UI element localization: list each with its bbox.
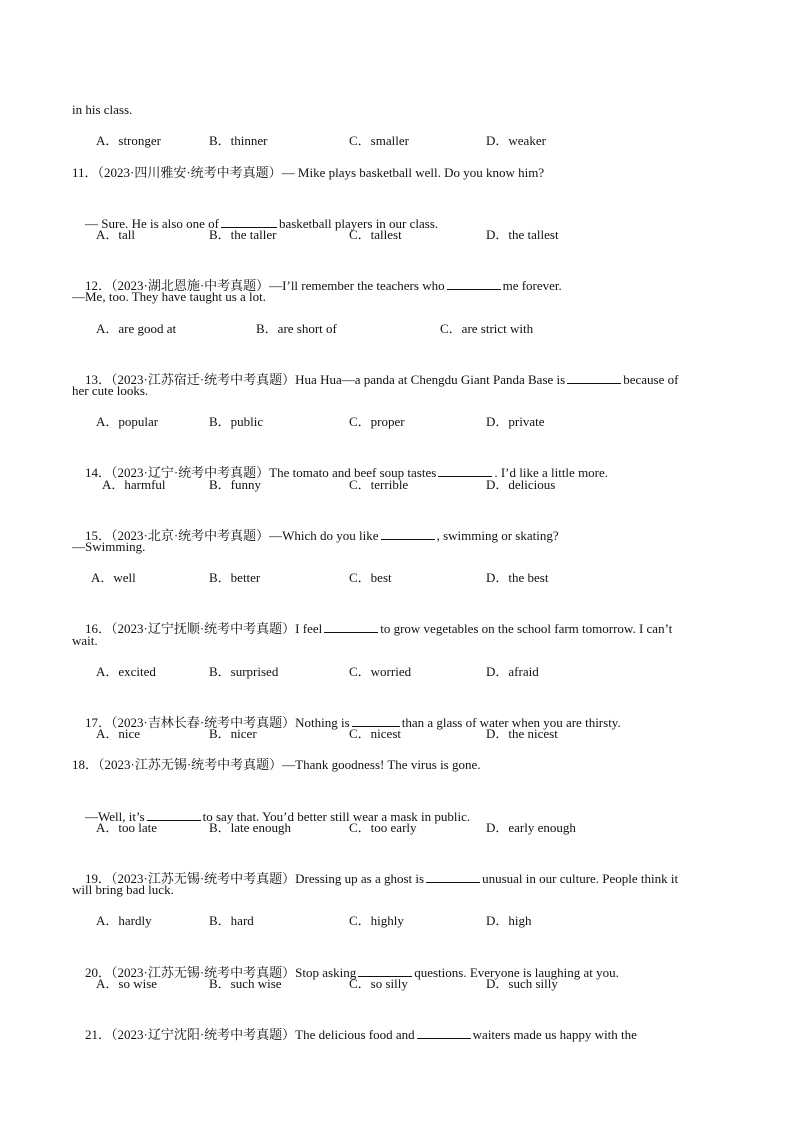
answer-blank[interactable] (324, 619, 378, 633)
options-row (0, 724, 794, 744)
option-d[interactable]: D．weaker (486, 133, 546, 148)
answer-blank[interactable] (426, 869, 480, 883)
text-after-blank: because of (623, 372, 679, 387)
options-row (0, 974, 794, 994)
option-d[interactable]: D．the tallest (486, 227, 559, 242)
text-line: in his class. (72, 102, 133, 117)
option-c[interactable]: C．terrible (349, 477, 409, 492)
option-b[interactable]: B．such wise (209, 976, 282, 991)
option-d[interactable]: D．afraid (486, 664, 539, 679)
option-c[interactable]: C．highly (349, 913, 404, 928)
option-b[interactable]: B．late enough (209, 820, 291, 835)
text-before-blank: 13．（2023·江苏宿迁·统考中考真题）Hua Hua—a panda at Chengdu Giant Panda Base is (85, 372, 566, 387)
text-after-blank: to grow vegetables on the school farm tomorrow. I can’t (380, 621, 673, 636)
options-row (0, 319, 794, 339)
option-b[interactable]: B．public (209, 414, 264, 429)
answer-blank[interactable] (381, 526, 435, 540)
text-after-blank: waiters made us happy with the (472, 1027, 637, 1042)
question-12 (72, 256, 562, 293)
option-c[interactable]: C．smaller (349, 133, 409, 148)
option-a[interactable]: A．harmful (102, 477, 166, 492)
option-d[interactable]: D．private (486, 414, 545, 429)
option-c[interactable]: C．are strict with (440, 321, 534, 336)
text-before-blank: 14．（2023·辽宁·统考中考真题）The tomato and beef soup tastes (85, 465, 437, 480)
option-c[interactable]: C．best (349, 570, 392, 585)
option-c[interactable]: C．too early (349, 820, 417, 835)
options-row (0, 911, 794, 931)
option-d[interactable]: D．delicious (486, 477, 556, 492)
option-b[interactable]: B．hard (209, 913, 254, 928)
option-b[interactable]: B．are short of (256, 321, 337, 336)
text-before-blank: 17．（2023·吉林长春·统考中考真题）Nothing is (85, 715, 350, 730)
option-a[interactable]: A．excited (96, 664, 156, 679)
question-20 (72, 943, 619, 980)
text-after-blank: . I’d like a little more. (494, 465, 609, 480)
option-b[interactable]: B．funny (209, 477, 262, 492)
option-a[interactable]: A．tall (96, 227, 135, 242)
option-b[interactable]: B．nicer (209, 726, 257, 741)
text-before-blank: 15．（2023·北京·统考中考真题）—Which do you like (85, 528, 379, 543)
question-17 (72, 693, 621, 730)
option-a[interactable]: A．well (91, 570, 136, 585)
text-line: will bring bad luck. (72, 882, 174, 897)
option-c[interactable]: C．nicest (349, 726, 401, 741)
text-after-blank: me forever. (502, 278, 562, 293)
options-row (0, 818, 794, 838)
option-b[interactable]: B．better (209, 570, 261, 585)
question-14 (72, 443, 609, 480)
question-21 (72, 1005, 637, 1042)
answer-line (72, 787, 471, 824)
option-a[interactable]: A．too late (96, 820, 158, 835)
option-c[interactable]: C．so silly (349, 976, 408, 991)
options-row (0, 475, 794, 495)
answer-line (72, 194, 439, 231)
question-16 (72, 599, 673, 636)
answer-blank[interactable] (447, 276, 501, 290)
text-after-blank: basketball players in our class. (278, 216, 439, 231)
text-before-blank: 16．（2023·辽宁抚顺·统考中考真题）I feel (85, 621, 323, 636)
text-after-blank: , swimming or skating? (436, 528, 559, 543)
answer-blank[interactable] (567, 370, 621, 384)
option-d[interactable]: D．early enough (486, 820, 576, 835)
text-before-blank: — Sure. He is also one of (85, 216, 219, 231)
text-after-blank: unusual in our culture. People think it (482, 871, 679, 886)
text-before-blank: 21．（2023·辽宁沈阳·统考中考真题）The delicious food and (85, 1027, 415, 1042)
options-row (0, 131, 794, 151)
question-19 (72, 849, 679, 886)
text-before-blank: —Well, it’s (85, 809, 145, 824)
option-a[interactable]: A．stronger (96, 133, 161, 148)
option-a[interactable]: A．nice (96, 726, 141, 741)
text-line: her cute looks. (72, 383, 149, 398)
answer-blank[interactable] (417, 1025, 471, 1039)
option-a[interactable]: A．popular (96, 414, 159, 429)
option-a[interactable]: A．so wise (96, 976, 158, 991)
option-c[interactable]: C．tallest (349, 227, 402, 242)
option-c[interactable]: C．worried (349, 664, 412, 679)
options-row (0, 568, 794, 588)
options-row (0, 225, 794, 245)
option-b[interactable]: B．the taller (209, 227, 277, 242)
option-b[interactable]: B．surprised (209, 664, 279, 679)
option-c[interactable]: C．proper (349, 414, 405, 429)
text-line: —Swimming. (72, 539, 146, 554)
option-a[interactable]: A．hardly (96, 913, 152, 928)
text-before-blank: 20．（2023·江苏无锡·统考中考真题）Stop asking (85, 965, 357, 980)
option-d[interactable]: D．such silly (486, 976, 558, 991)
question-11: 11．（2023·四川雅安·统考中考真题）— Mike plays basketball well. Do you know him? (72, 165, 545, 180)
text-before-blank: 19．（2023·江苏无锡·统考中考真题）Dressing up as a ghost is (85, 871, 425, 886)
option-a[interactable]: A．are good at (96, 321, 177, 336)
question-18: 18．（2023·江苏无锡·统考中考真题）—Thank goodness! The virus is gone. (72, 757, 481, 772)
option-d[interactable]: D．high (486, 913, 532, 928)
text-after-blank: to say that. You’d better still wear a mask in public. (202, 809, 471, 824)
question-15 (72, 506, 559, 543)
question-13 (72, 350, 679, 387)
options-row (0, 662, 794, 682)
option-b[interactable]: B．thinner (209, 133, 268, 148)
text-before-blank: 12．（2023·湖北恩施·中考真题）—I’ll remember the teachers who (85, 278, 445, 293)
options-row (0, 412, 794, 432)
option-d[interactable]: D．the nicest (486, 726, 558, 741)
option-d[interactable]: D．the best (486, 570, 549, 585)
text-line: —Me, too. They have taught us a lot. (72, 289, 267, 304)
text-line: wait. (72, 633, 98, 648)
text-after-blank: than a glass of water when you are thirsty. (401, 715, 621, 730)
text-after-blank: questions. Everyone is laughing at you. (414, 965, 619, 980)
